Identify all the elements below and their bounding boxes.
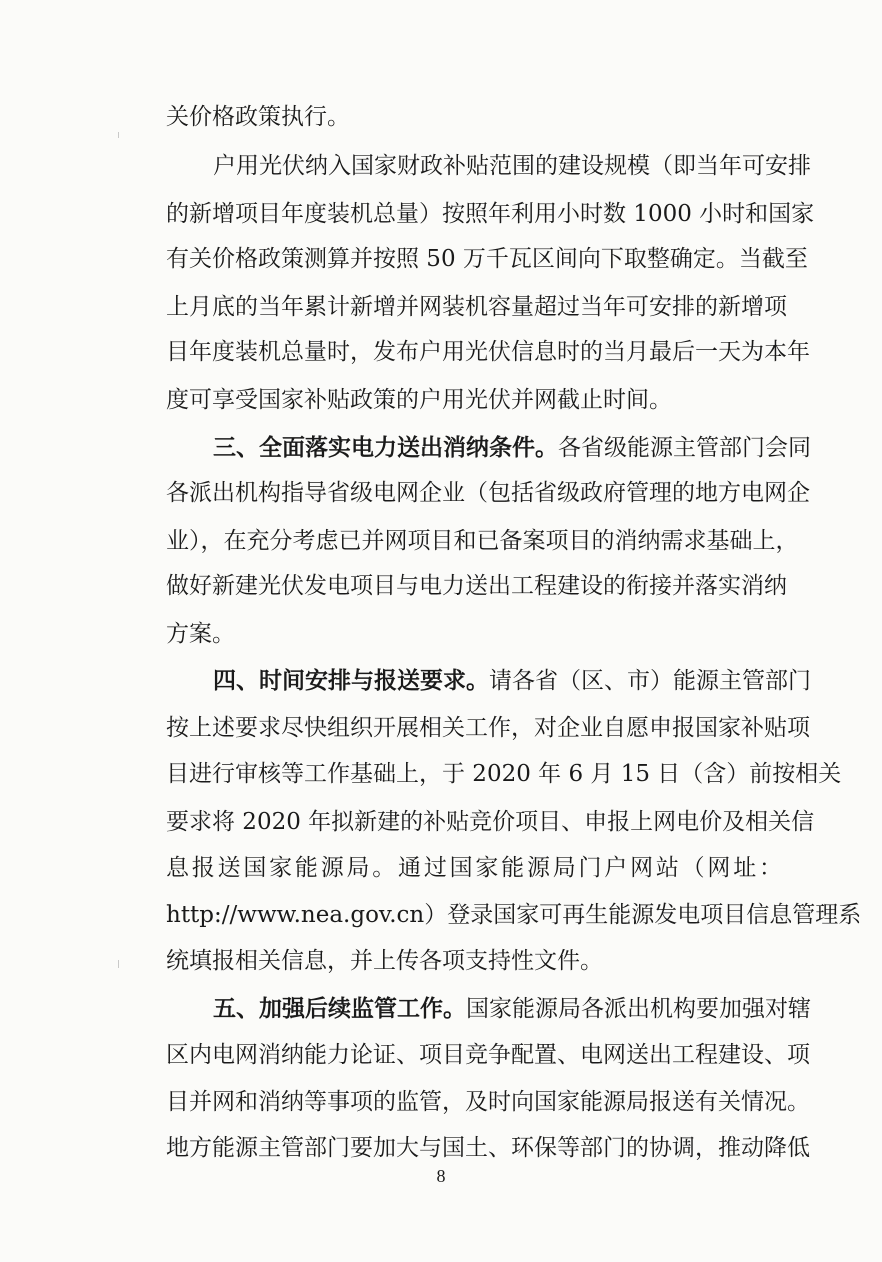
scan-mark bbox=[118, 132, 119, 138]
section-three-first-line bbox=[213, 431, 811, 465]
section-four-first-line bbox=[213, 664, 811, 698]
section-heading-three: 三、全面落实电力送出消纳条件。 bbox=[213, 435, 558, 461]
text-line-3: 的新增项目年度装机总量）按照年利用小时数 1000 小时和国家 bbox=[166, 201, 815, 227]
scan-mark bbox=[118, 960, 119, 968]
section-five-first-line bbox=[213, 992, 811, 1026]
text-line-5: 上月底的当年累计新增并网装机容量超过当年可安排的新增项 bbox=[166, 294, 787, 320]
text-line-6: 目年度装机总量时，发布户用光伏信息时的当月最后一天为本年 bbox=[166, 339, 810, 365]
text-line-11: 做好新建光伏发电项目与电力送出工程建设的衔接并落实消纳 bbox=[166, 573, 787, 599]
text-line-18: http://www.nea.gov.cn）登录国家可再生能源发电项目信息管理系 bbox=[166, 902, 862, 928]
text-line-22: 目并网和消纳等事项的监管，及时向国家能源局报送有关情况。 bbox=[166, 1089, 810, 1115]
text-line-10: 业），在充分考虑已并网项目和已备案项目的消纳需求基础上， bbox=[166, 528, 799, 554]
text-line-14: 按上述要求尽快组织开展相关工作，对企业自愿申报国家补贴项 bbox=[166, 715, 810, 741]
text-line-4: 有关价格政策测算并按照 50 万千瓦区间向下取整确定。当截至 bbox=[166, 246, 808, 272]
text-line-16: 要求将 2020 年拟新建的补贴竞价项目、申报上网电价及相关信 bbox=[166, 809, 815, 835]
page-number: 8 bbox=[436, 1166, 446, 1186]
section-four-text: 请各省（区、市）能源主管部门 bbox=[489, 668, 811, 694]
text-line-7: 度可享受国家补贴政策的户用光伏并网截止时间。 bbox=[166, 387, 672, 413]
text-line-15: 目进行审核等工作基础上，于 2020 年 6 月 15 日（含）前按相关 bbox=[166, 761, 842, 787]
text-line-12: 方案。 bbox=[166, 621, 235, 647]
text-line-23: 地方能源主管部门要加大与国土、环保等部门的协调，推动降低 bbox=[166, 1135, 810, 1161]
section-heading-four: 四、时间安排与报送要求。 bbox=[213, 668, 489, 694]
section-heading-five: 五、加强后续监管工作。 bbox=[213, 996, 466, 1022]
text-line-2: 户用光伏纳入国家财政补贴范围的建设规模（即当年可安排 bbox=[213, 153, 811, 179]
text-line-9: 各派出机构指导省级电网企业（包括省级政府管理的地方电网企 bbox=[166, 480, 810, 506]
text-line-19: 统填报相关信息，并上传各项支持性文件。 bbox=[166, 948, 603, 974]
text-line-1: 关价格政策执行。 bbox=[166, 104, 350, 130]
section-three-text: 各省级能源主管部门会同 bbox=[558, 435, 811, 461]
section-five-text: 国家能源局各派出机构要加强对辖 bbox=[466, 996, 811, 1022]
text-line-21: 区内电网消纳能力论证、项目竞争配置、电网送出工程建设、项 bbox=[166, 1042, 810, 1068]
text-line-17: 息报送国家能源局。通过国家能源局门户网站（网址： bbox=[166, 855, 782, 881]
